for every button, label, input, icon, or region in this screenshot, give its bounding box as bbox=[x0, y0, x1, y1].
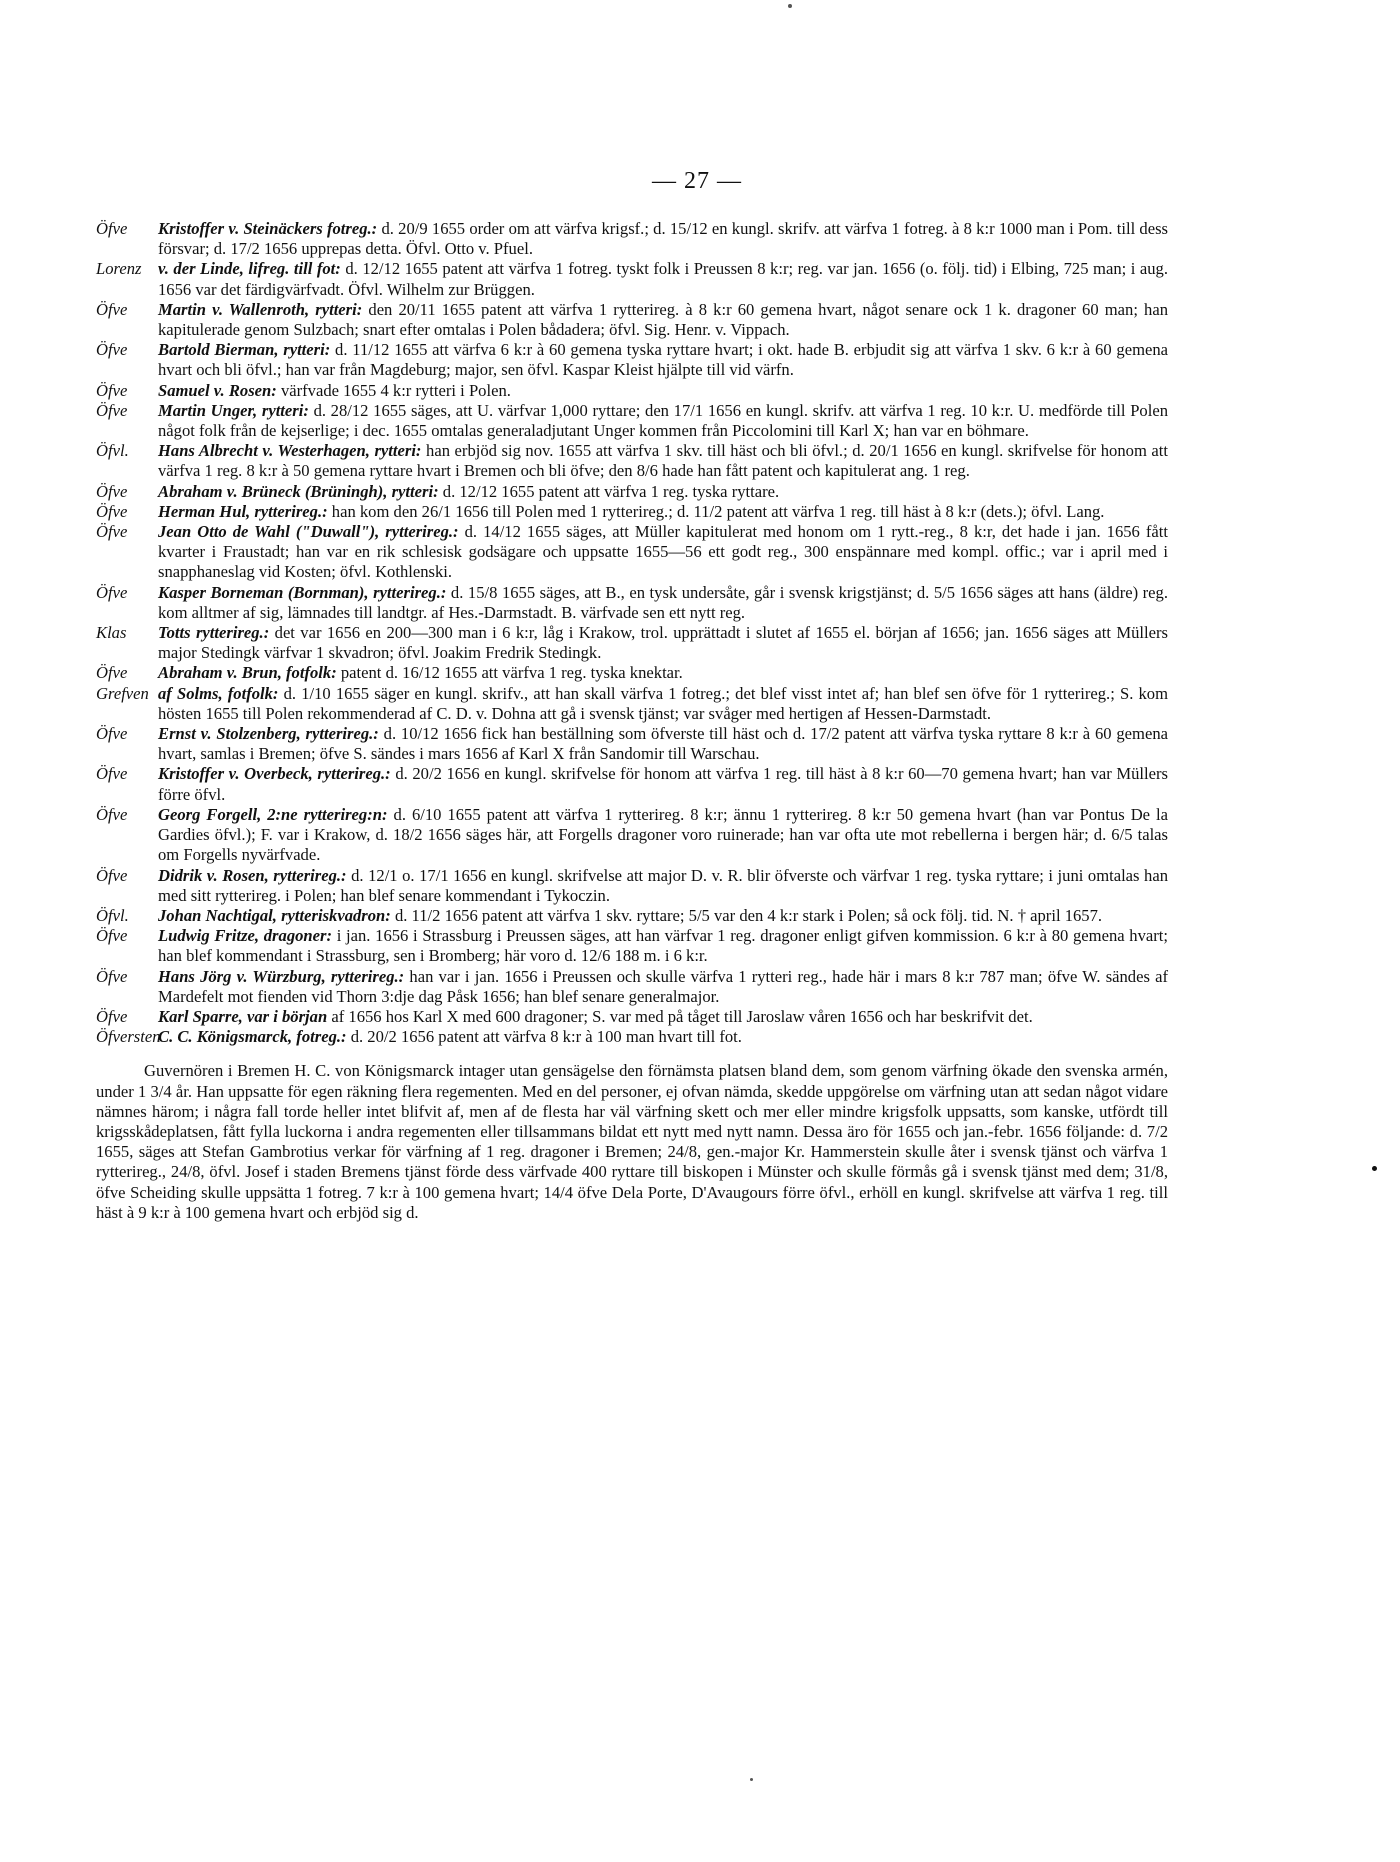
entry-text: d. 1/10 1655 säger en kungl. skrifv., att han skall värfva 1 fotreg.; det blef visst intet af; han blef sen öfve för 1 rytterireg.; S. kom hösten 1655 till Polen rekommenderad af C. D. v. Dohna att gå i svensk tjänst; var svåger med hertigen af Hessen-Darmstadt. bbox=[158, 683, 1168, 723]
entry-rank: Öfve bbox=[96, 400, 128, 420]
entry-text: d. 10/12 1656 fick han beställning som öfverste till häst och d. 17/2 patent att värfva tyska ryttare 8 k:r à 60 gemena hvart, samlas i Bremen; öfve S. sändes i mars 1656 af Karl X från Sandomir till Warschau. bbox=[158, 724, 1168, 764]
entry-text: patent d. 16/12 1655 att värfva 1 reg. tyska knektar. bbox=[340, 663, 683, 683]
entry-name: Jean Otto de Wahl ("Duwall"), rytterireg.: bbox=[158, 522, 459, 542]
regiment-entry-list bbox=[96, 219, 1168, 1047]
regiment-entry bbox=[96, 967, 1168, 1007]
entry-text: d. 11/12 1655 att värfva 6 k:r à 60 gemena tyska ryttare hvart; i okt. hade B. erbjudit sig att värfva 1 skv. 6 k:r à 60 gemena hvart och bli öfvl.; han var från Magdeburg; major, sen öfvl. Kaspar Kleist hjälpte till vid värfn. bbox=[158, 340, 1168, 380]
entry-name: v. der Linde, lifreg. till fot: bbox=[158, 259, 341, 279]
entry-name: Abraham v. Brun, fotfolk: bbox=[158, 663, 337, 683]
entry-rank: Öfve bbox=[96, 481, 128, 501]
entry-rank: Öfve bbox=[96, 926, 128, 946]
entry-text: han var i jan. 1656 i Preussen och skulle värfva 1 rytteri reg., hade här i mars 8 k:r 787 man; öfve W. sändes af Mardefelt mot fienden vid Thorn 3:dje dag Påsk 1656; han blef senare generalmajor. bbox=[158, 966, 1169, 1006]
regiment-entry bbox=[96, 1027, 1168, 1047]
entry-rank: Öfve bbox=[96, 299, 128, 319]
entry-text: d. 20/9 1655 order om att värfva krigsf.; d. 15/12 en kungl. skrifv. att värfva 1 fotreg. à 8 k:r 1000 man i Pom. till dess försvar; d. 17/2 1656 upprepas detta. Öfvl. Otto v. Pfuel. bbox=[158, 219, 1169, 259]
regiment-entry bbox=[96, 906, 1168, 926]
entry-rank: Lorenz bbox=[96, 259, 142, 279]
entry-text: han erbjöd sig nov. 1655 att värfva 1 skv. till häst och bli öfvl.; d. 20/1 1656 en kungl. skrifvelse för honom att värfva 1 reg. 8 k:r à 50 gemena ryttare hvart i Bremen och bli öfve; den 8/6 hade han fått patent och kapitulerat ang. 1 reg. bbox=[158, 441, 1168, 481]
entry-rank: Öfversten bbox=[96, 1027, 161, 1047]
entry-text: det var 1656 en 200—300 man i 6 k:r, låg i Krakow, trol. upprättadt i slutet af 1655 el. början af 1656; jan. 1656 säges att Müllers major Stedingk värfvar 1 skvadron; öfvl. Joakim Fredrik Stedingk. bbox=[158, 623, 1168, 663]
entry-rank: Öfve bbox=[96, 764, 128, 784]
entry-name: Kristoffer v. Overbeck, rytterireg.: bbox=[158, 764, 391, 784]
entry-name: Hans Jörg v. Würzburg, rytterireg.: bbox=[158, 966, 405, 986]
regiment-entry bbox=[96, 866, 1168, 906]
entry-text: d. 28/12 1655 säges, att U. värfvar 1,000 ryttare; den 17/1 1656 en kungl. skrifv. att värfva 1 reg. 10 k:r. U. medförde till Polen något folk från de kejserlige; i dec. 1655 omtalas generaladjutant Unger kommen från Piccolomini till Karl X; han var en böhmare. bbox=[158, 400, 1168, 441]
entry-rank: Grefven bbox=[96, 683, 149, 703]
entry-name: Ernst v. Stolzenberg, rytterireg.: bbox=[158, 724, 379, 744]
entry-name: Johan Nachtigal, rytteriskvadron: bbox=[158, 905, 391, 925]
entry-rank: Öfve bbox=[96, 804, 128, 824]
entry-rank: Öfvl. bbox=[96, 441, 129, 461]
entry-name: Herman Hul, rytterireg.: bbox=[158, 501, 328, 521]
entry-text: värfvade 1655 4 k:r rytteri i Polen. bbox=[280, 380, 511, 400]
entry-rank: Öfve bbox=[96, 966, 128, 986]
entry-name: Martin v. Wallenroth, rytteri: bbox=[158, 299, 363, 319]
entry-name: Didrik v. Rosen, rytterireg.: bbox=[158, 865, 347, 885]
scan-speck bbox=[750, 1778, 753, 1781]
entry-name: Bartold Bierman, rytteri: bbox=[158, 340, 331, 360]
regiment-entry bbox=[96, 724, 1168, 764]
entry-name: Samuel v. Rosen: bbox=[158, 380, 277, 400]
regiment-entry bbox=[96, 502, 1168, 522]
closing-paragraph: Guvernören i Bremen H. C. von Königsmarck intager utan gensägelse den förnämsta platsen bland dem, som genom värfning ökade den svenska armén, under 1 3/4 år. Han uppsatte för egen räkning flera regementen. Med en del personer, ej ofvan nämda, skedde uppgörelse om värfning utan att sedan något vidare nämnes härom; i några fall torde heller intet blifvit af, men af de flesta har väl värfning skett och mer eller mindre krigsfolk uppsatts, som kanske, utfördt till krigsskådeplatsen, fått fylla luckorna i andra regementen eller tillsammans bildat ett nytt med nytt namn. Dessa äro för 1655 och jan.-febr. 1656 följande: d. 7/2 1655, säges att Stefan Gambrotius verkar för värfning af 1 reg. dragoner i Bremen; 24/8, gen.-major Kr. Hammerstein skulle åter i svensk tjänst och värfva 1 rytterireg., 24/8, öfvl. Josef i staden Bremens tjänst förde dess värfvade 400 ryttare till biskopen i Münster och skulle förmås gå i svensk tjänst med dem; 31/8, öfve Scheiding skulle uppsätta 1 fotreg. 7 k:r à 100 gemena hvart; 14/4 öfve Dela Porte, D'Avaugours förre öfvl., erhöll en kungl. skrifvelse att värfva 1 reg. till häst à 9 k:r à 100 gemena hvart och erbjöd sig d. bbox=[96, 1061, 1168, 1222]
regiment-entry bbox=[96, 259, 1168, 299]
entry-rank: Öfve bbox=[96, 219, 128, 238]
regiment-entry bbox=[96, 764, 1168, 804]
entry-rank: Öfve bbox=[96, 1006, 128, 1026]
regiment-entry bbox=[96, 441, 1168, 481]
entry-text: den 20/11 1655 patent att värfva 1 rytterireg. à 8 k:r 60 gemena hvart, något senare ock 1 k. dragoner 60 man; han kapitulerade genom Sulzbach; snart efter omtalas i Polen bådadera; öfvl. Sig. Henr. v. Vippach. bbox=[158, 299, 1168, 340]
entry-name: Kasper Borneman (Bornman), rytterireg.: bbox=[158, 582, 447, 602]
regiment-entry bbox=[96, 805, 1168, 866]
regiment-entry bbox=[96, 926, 1168, 966]
entry-rank: Öfve bbox=[96, 724, 128, 744]
entry-text: i jan. 1656 i Strassburg i Preussen säges, att han värfvar 1 reg. dragoner enligt gifven kommission. 6 k:r à 80 gemena hvart; han blef kommendant i Strassburg, sen i Bromberg; här voro d. 12/6 188 m. i 6 k:r. bbox=[158, 926, 1169, 966]
entry-rank: Öfve bbox=[96, 380, 128, 400]
regiment-entry bbox=[96, 623, 1168, 663]
regiment-entry bbox=[96, 340, 1168, 380]
entry-rank: Öfve bbox=[96, 663, 128, 683]
entry-text: d. 6/10 1655 patent att värfva 1 rytterireg. 8 k:r; ännu 1 rytterireg. 8 k:r 50 gemena hvart (han var Pontus De la Gardies öfvl.); F. var i Krakow, d. 18/2 1656 säges här, att Forgells dragoner voro ruinerade; han var ofta ute mot rebellerna i bergen här; d. 6/5 talas om Forgells nyvärfvade. bbox=[158, 804, 1169, 865]
regiment-entry bbox=[96, 401, 1168, 441]
entry-text: han kom den 26/1 1656 till Polen med 1 rytterireg.; d. 11/2 patent att värfva 1 reg. till häst à 8 k:r (dets.); öfvl. Lang. bbox=[331, 501, 1105, 521]
scan-speck bbox=[1372, 1166, 1377, 1171]
entry-rank: Öfve bbox=[96, 582, 128, 602]
entry-rank: Öfve bbox=[96, 865, 128, 885]
entry-rank: Klas bbox=[96, 623, 127, 643]
regiment-entry bbox=[96, 1007, 1168, 1027]
entry-name: Karl Sparre, var i början bbox=[158, 1006, 328, 1026]
entry-text: d. 12/12 1655 patent att värfva 1 reg. tyska ryttare. bbox=[442, 481, 780, 501]
entry-name: Georg Forgell, 2:ne rytterireg:n: bbox=[158, 804, 388, 824]
regiment-entry bbox=[96, 300, 1168, 340]
entry-rank: Öfve bbox=[96, 501, 128, 521]
entry-rank: Öfve bbox=[96, 522, 128, 542]
entry-text: d. 14/12 1655 säges, att Müller kapitulerat med honom om 1 rytt.-reg., 8 k:r, det hade i jan. 1656 fått kvarter i Fraustadt; han var en rik schlesisk godsägare och uppsatte 1655—56 ett godt reg., 300 enspännare med kompl. offic.; var i april med i snapphaneslag vid Kosten; öfvl. Kothlenski. bbox=[158, 522, 1168, 582]
scan-speck bbox=[788, 4, 792, 8]
entry-text: d. 20/2 1656 patent att värfva 8 k:r à 100 man hvart till fot. bbox=[350, 1027, 742, 1047]
entry-name: Totts rytterireg.: bbox=[158, 623, 270, 643]
regiment-entry bbox=[96, 684, 1168, 724]
entry-text: d. 12/12 1655 patent att värfva 1 fotreg. tyskt folk i Preussen 8 k:r; reg. var jan. 1656 (o. följ. tid) i Elbing, 725 man; i aug. 1656 var det färdigvärfvadt. Öfvl. Wilhelm zur Brüggen. bbox=[158, 259, 1168, 299]
entry-name: Martin Unger, rytteri: bbox=[158, 400, 309, 420]
entry-name: Ludwig Fritze, dragoner: bbox=[158, 926, 332, 946]
entry-name: C. C. Königsmarck, fotreg.: bbox=[158, 1027, 347, 1047]
entry-text: d. 20/2 1656 en kungl. skrifvelse för honom att värfva 1 reg. till häst à 8 k:r 60—70 gemena hvart; han var Müllers förre öfvl. bbox=[158, 764, 1168, 804]
regiment-entry bbox=[96, 522, 1168, 583]
entry-text: d. 15/8 1655 säges, att B., en tysk undersåte, går i svensk krigstjänst; d. 5/5 1656 säges att hans (äldre) reg. kom alltmer af sig, lämnades till landtgr. af Hes.-Darmstadt. B. värfvade sen ett nytt reg. bbox=[158, 582, 1168, 622]
entry-text: d. 12/1 o. 17/1 1656 en kungl. skrifvelse att major D. v. R. blir öfverste och värfvar 1 reg. tyska ryttare; i juni omtalas han med sitt rytterireg. i Polen; han blef senare kommendant i Tykoczin. bbox=[158, 865, 1168, 905]
entry-rank: Öfve bbox=[96, 340, 128, 360]
regiment-entry bbox=[96, 663, 1168, 683]
entry-name: Hans Albrecht v. Westerhagen, rytteri: bbox=[158, 441, 422, 461]
regiment-entry bbox=[96, 219, 1168, 259]
regiment-entry bbox=[96, 482, 1168, 502]
entry-text: d. 11/2 1656 patent att värfva 1 skv. ryttare; 5/5 var den 4 k:r stark i Polen; så ock följ. tid. N. † april 1657. bbox=[394, 905, 1103, 925]
regiment-entry bbox=[96, 381, 1168, 401]
regiment-entry bbox=[96, 583, 1168, 623]
entry-rank: Öfvl. bbox=[96, 905, 129, 925]
entry-name: af Solms, fotfolk: bbox=[158, 683, 279, 703]
entry-name: Kristoffer v. Steinäckers fotreg.: bbox=[158, 219, 378, 238]
entry-name: Abraham v. Brüneck (Brüningh), rytteri: bbox=[158, 481, 439, 501]
page-number: — 27 — bbox=[652, 168, 742, 194]
entry-text: af 1656 hos Karl X med 600 dragoner; S. var med på tåget till Jaroslaw våren 1656 och har beskrifvit det. bbox=[331, 1006, 1033, 1026]
